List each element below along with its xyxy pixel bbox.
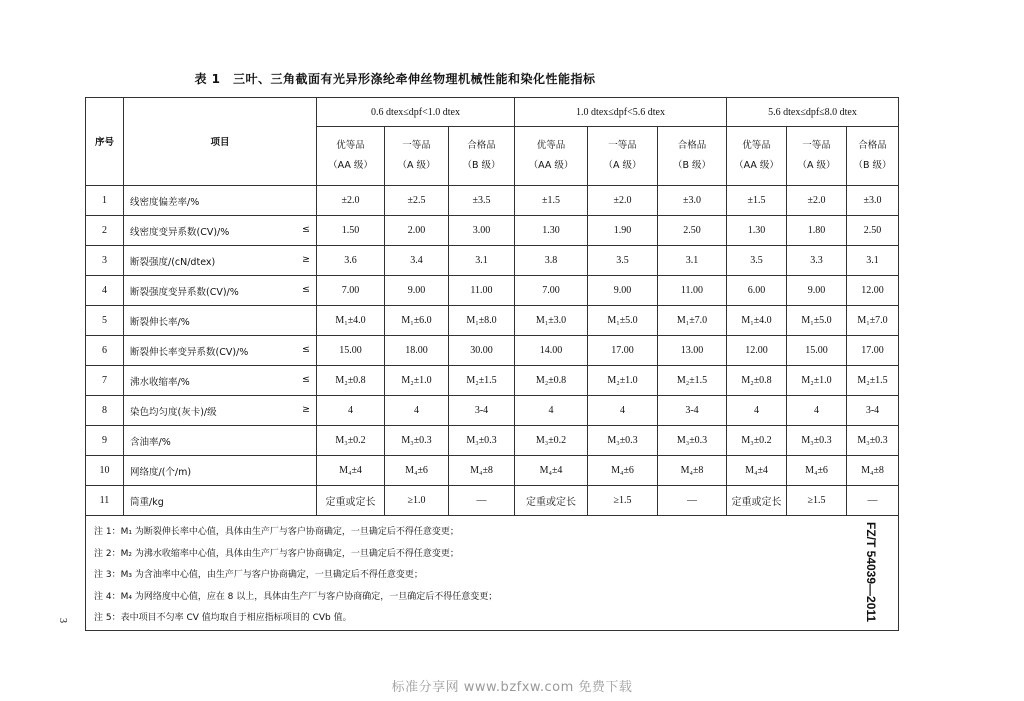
value-cell: M₂±1.5 [449, 366, 515, 396]
note-line: 注 1：M₁ 为断裂伸长率中心值，具体由生产厂与客户协商确定，一旦确定后不得任意变更； [94, 527, 459, 537]
value-cell: M₃±0.3 [449, 426, 515, 456]
table-body [86, 186, 899, 516]
range-header: 1.0 dtex≤dpf<5.6 dtex [515, 98, 727, 127]
item-inequality: ≤ [302, 343, 310, 355]
value-cell: M₂±0.8 [515, 366, 588, 396]
value-cell: M₁±4.0 [727, 306, 787, 336]
value-cell: 2.00 [385, 216, 449, 246]
grade-header [385, 127, 449, 186]
value-cell: 3.1 [449, 246, 515, 276]
value-cell: ±2.0 [588, 186, 658, 216]
value-cell: 9.00 [588, 276, 658, 306]
grade-name: 优等品 [536, 140, 566, 151]
value-cell: M₁±8.0 [449, 306, 515, 336]
grade-code: （B 级） [672, 160, 712, 171]
value-cell: 12.00 [727, 336, 787, 366]
value-cell: M₁±4.0 [317, 306, 385, 336]
note-line: 注 2：M₂ 为沸水收缩率中心值，具体由生产厂与客户协商确定，一旦确定后不得任意变更； [94, 548, 459, 559]
item-label: 筒重/kg [130, 496, 164, 508]
value-cell: 12.00 [847, 276, 899, 306]
value-cell: ±2.5 [385, 186, 449, 216]
item-label: 线密度变异系数(CV)/% [130, 226, 230, 238]
grade-name: 合格品 [467, 140, 496, 151]
item-label: 染色均匀度(灰卡)/级 [130, 406, 217, 418]
grade-header [727, 127, 787, 186]
value-cell: M₂±1.0 [787, 366, 847, 396]
spec-table [85, 97, 899, 631]
value-cell: 定重或定长 [317, 486, 385, 516]
value-cell: 9.00 [787, 276, 847, 306]
grade-header [658, 127, 727, 186]
value-cell: 3.8 [515, 246, 588, 276]
value-cell: M₃±0.2 [515, 426, 588, 456]
table-row [86, 396, 899, 426]
value-cell: 4 [385, 396, 449, 426]
grade-name: 合格品 [677, 140, 707, 151]
value-cell: M₂±1.5 [658, 366, 727, 396]
value-cell: 15.00 [317, 336, 385, 366]
grade-code: （AA 级） [528, 160, 574, 171]
value-cell: 定重或定长 [515, 486, 588, 516]
row-number: 4 [86, 276, 124, 306]
value-cell: M₃±0.2 [317, 426, 385, 456]
table-row [86, 366, 899, 396]
value-cell: 2.50 [658, 216, 727, 246]
value-cell: — [658, 486, 727, 516]
grade-code: （B 级） [462, 160, 501, 171]
row-number: 1 [86, 186, 124, 216]
row-number: 6 [86, 336, 124, 366]
value-cell: 3-4 [847, 396, 899, 426]
value-cell: ±2.0 [317, 186, 385, 216]
table-row [86, 216, 899, 246]
value-cell: 3.3 [787, 246, 847, 276]
standard-number: FZ/T 54039—2011 [864, 522, 878, 623]
item-label: 断裂伸长率/% [130, 316, 190, 328]
value-cell: 3.1 [658, 246, 727, 276]
value-cell: 1.80 [787, 216, 847, 246]
value-cell: M₄±8 [658, 456, 727, 486]
table-row [86, 426, 899, 456]
grade-name: 优等品 [742, 140, 771, 151]
value-cell: ±3.5 [449, 186, 515, 216]
value-cell: 定重或定长 [727, 486, 787, 516]
value-cell: M₃±0.3 [787, 426, 847, 456]
value-cell: 3.6 [317, 246, 385, 276]
grade-header [787, 127, 847, 186]
item-label: 网络度/(个/m) [130, 466, 192, 478]
value-cell: 6.00 [727, 276, 787, 306]
value-cell: M₃±0.3 [847, 426, 899, 456]
value-cell: ±1.5 [515, 186, 588, 216]
item-label: 沸水收缩率/% [130, 376, 190, 388]
row-number: 8 [86, 396, 124, 426]
value-cell: 2.50 [847, 216, 899, 246]
value-cell: M₄±6 [385, 456, 449, 486]
grade-name: 一等品 [802, 140, 831, 151]
value-cell: ≥1.5 [787, 486, 847, 516]
value-cell: 13.00 [658, 336, 727, 366]
table-row [86, 306, 899, 336]
row-item [124, 216, 317, 246]
item-label: 断裂伸长率变异系数(CV)/% [130, 346, 249, 358]
value-cell: M₂±1.0 [385, 366, 449, 396]
value-cell: 17.00 [847, 336, 899, 366]
value-cell: 4 [515, 396, 588, 426]
grade-header [317, 127, 385, 186]
grade-code: （A 级） [397, 160, 436, 171]
value-cell: M₂±0.8 [727, 366, 787, 396]
item-inequality: ≤ [302, 283, 310, 295]
grade-code: （A 级） [797, 160, 836, 171]
row-item [124, 336, 317, 366]
row-item [124, 486, 317, 516]
value-cell: 3-4 [658, 396, 727, 426]
value-cell: 30.00 [449, 336, 515, 366]
value-cell: M₁±6.0 [385, 306, 449, 336]
row-item [124, 456, 317, 486]
value-cell: ±1.5 [727, 186, 787, 216]
value-cell: 3.00 [449, 216, 515, 246]
grade-name: 合格品 [858, 140, 887, 151]
row-number: 10 [86, 456, 124, 486]
value-cell: M₂±0.8 [317, 366, 385, 396]
value-cell: M₁±7.0 [847, 306, 899, 336]
table-row [86, 456, 899, 486]
grade-code: （AA 级） [328, 160, 373, 171]
item-inequality: ≤ [302, 223, 310, 235]
value-cell: M₁±5.0 [588, 306, 658, 336]
row-item [124, 426, 317, 456]
value-cell: 3.4 [385, 246, 449, 276]
table-row [86, 276, 899, 306]
header-item: 项目 [124, 98, 317, 186]
value-cell: M₄±4 [317, 456, 385, 486]
item-label: 断裂强度变异系数(CV)/% [130, 286, 239, 298]
row-number: 9 [86, 426, 124, 456]
item-inequality: ≥ [302, 403, 310, 415]
row-item [124, 396, 317, 426]
grade-code: （A 级） [603, 160, 642, 171]
item-label: 断裂强度/(cN/dtex) [130, 256, 216, 268]
grade-code: （B 级） [853, 160, 892, 171]
table-row [86, 486, 899, 516]
value-cell: M₁±7.0 [658, 306, 727, 336]
row-number: 7 [86, 366, 124, 396]
value-cell: 17.00 [588, 336, 658, 366]
value-cell: M₄±8 [449, 456, 515, 486]
note-line: 注 4：M₄ 为网络度中心值，应在 8 以上，具体由生产厂与客户协商确定，一旦确定后不得任意变更； [94, 591, 498, 602]
value-cell: M₂±1.0 [588, 366, 658, 396]
notes-block [86, 516, 899, 631]
watermark: 标准分享网 www.bzfxw.com 免费下载 [391, 680, 633, 695]
value-cell: 15.00 [787, 336, 847, 366]
value-cell: 3.5 [588, 246, 658, 276]
item-label: 线密度偏差率/% [130, 196, 200, 208]
grade-header [449, 127, 515, 186]
value-cell: 1.90 [588, 216, 658, 246]
grade-header [515, 127, 588, 186]
value-cell: 1.30 [515, 216, 588, 246]
value-cell: M₁±5.0 [787, 306, 847, 336]
value-cell: ±3.0 [658, 186, 727, 216]
grade-name: 优等品 [336, 140, 365, 151]
row-item [124, 246, 317, 276]
value-cell: 9.00 [385, 276, 449, 306]
value-cell: 1.50 [317, 216, 385, 246]
value-cell: 7.00 [515, 276, 588, 306]
row-item [124, 306, 317, 336]
value-cell: ±2.0 [787, 186, 847, 216]
row-number: 5 [86, 306, 124, 336]
value-cell: 1.30 [727, 216, 787, 246]
value-cell: 7.00 [317, 276, 385, 306]
row-item [124, 366, 317, 396]
value-cell: ±3.0 [847, 186, 899, 216]
value-cell: M₃±0.3 [658, 426, 727, 456]
value-cell: M₄±4 [515, 456, 588, 486]
value-cell: 4 [727, 396, 787, 426]
table-title: 表 1 三叶、三角截面有光异形涤纶牵伸丝物理机械性能和染化性能指标 [194, 72, 596, 86]
grade-header [847, 127, 899, 186]
value-cell: ≥1.0 [385, 486, 449, 516]
value-cell: 4 [317, 396, 385, 426]
row-item [124, 186, 317, 216]
range-header: 5.6 dtex≤dpf≤8.0 dtex [727, 98, 899, 127]
grade-code: （AA 级） [734, 160, 779, 171]
value-cell: 14.00 [515, 336, 588, 366]
table-row [86, 246, 899, 276]
page-number: 3 [57, 618, 68, 623]
value-cell: 11.00 [449, 276, 515, 306]
grade-name: 一等品 [402, 140, 431, 151]
value-cell: 4 [588, 396, 658, 426]
row-number: 3 [86, 246, 124, 276]
value-cell: 3-4 [449, 396, 515, 426]
value-cell: M₄±8 [847, 456, 899, 486]
value-cell: M₄±4 [727, 456, 787, 486]
value-cell: M₃±0.3 [588, 426, 658, 456]
value-cell: — [449, 486, 515, 516]
note-line: 注 5：表中项目不匀率 CV 值均取自于相应指标项目的 CVb 值。 [94, 613, 352, 623]
table-row [86, 186, 899, 216]
value-cell: M₄±6 [787, 456, 847, 486]
row-number: 2 [86, 216, 124, 246]
item-inequality: ≤ [302, 373, 310, 385]
value-cell: 4 [787, 396, 847, 426]
value-cell: M₂±1.5 [847, 366, 899, 396]
value-cell: 3.5 [727, 246, 787, 276]
value-cell: M₃±0.3 [385, 426, 449, 456]
value-cell: 18.00 [385, 336, 449, 366]
value-cell: M₃±0.2 [727, 426, 787, 456]
value-cell: M₄±6 [588, 456, 658, 486]
value-cell: 3.1 [847, 246, 899, 276]
grade-name: 一等品 [608, 140, 637, 151]
row-item [124, 276, 317, 306]
value-cell: — [847, 486, 899, 516]
value-cell: ≥1.5 [588, 486, 658, 516]
grade-header [588, 127, 658, 186]
value-cell: M₁±3.0 [515, 306, 588, 336]
header-no: 序号 [86, 98, 124, 186]
item-inequality: ≥ [302, 253, 310, 265]
table-row [86, 336, 899, 366]
value-cell: 11.00 [658, 276, 727, 306]
range-header: 0.6 dtex≤dpf<1.0 dtex [317, 98, 515, 127]
item-label: 含油率/% [130, 436, 171, 448]
note-line: 注 3：M₃ 为含油率中心值，由生产厂与客户协商确定，一旦确定后不得任意变更； [94, 570, 423, 580]
row-number: 11 [86, 486, 124, 516]
